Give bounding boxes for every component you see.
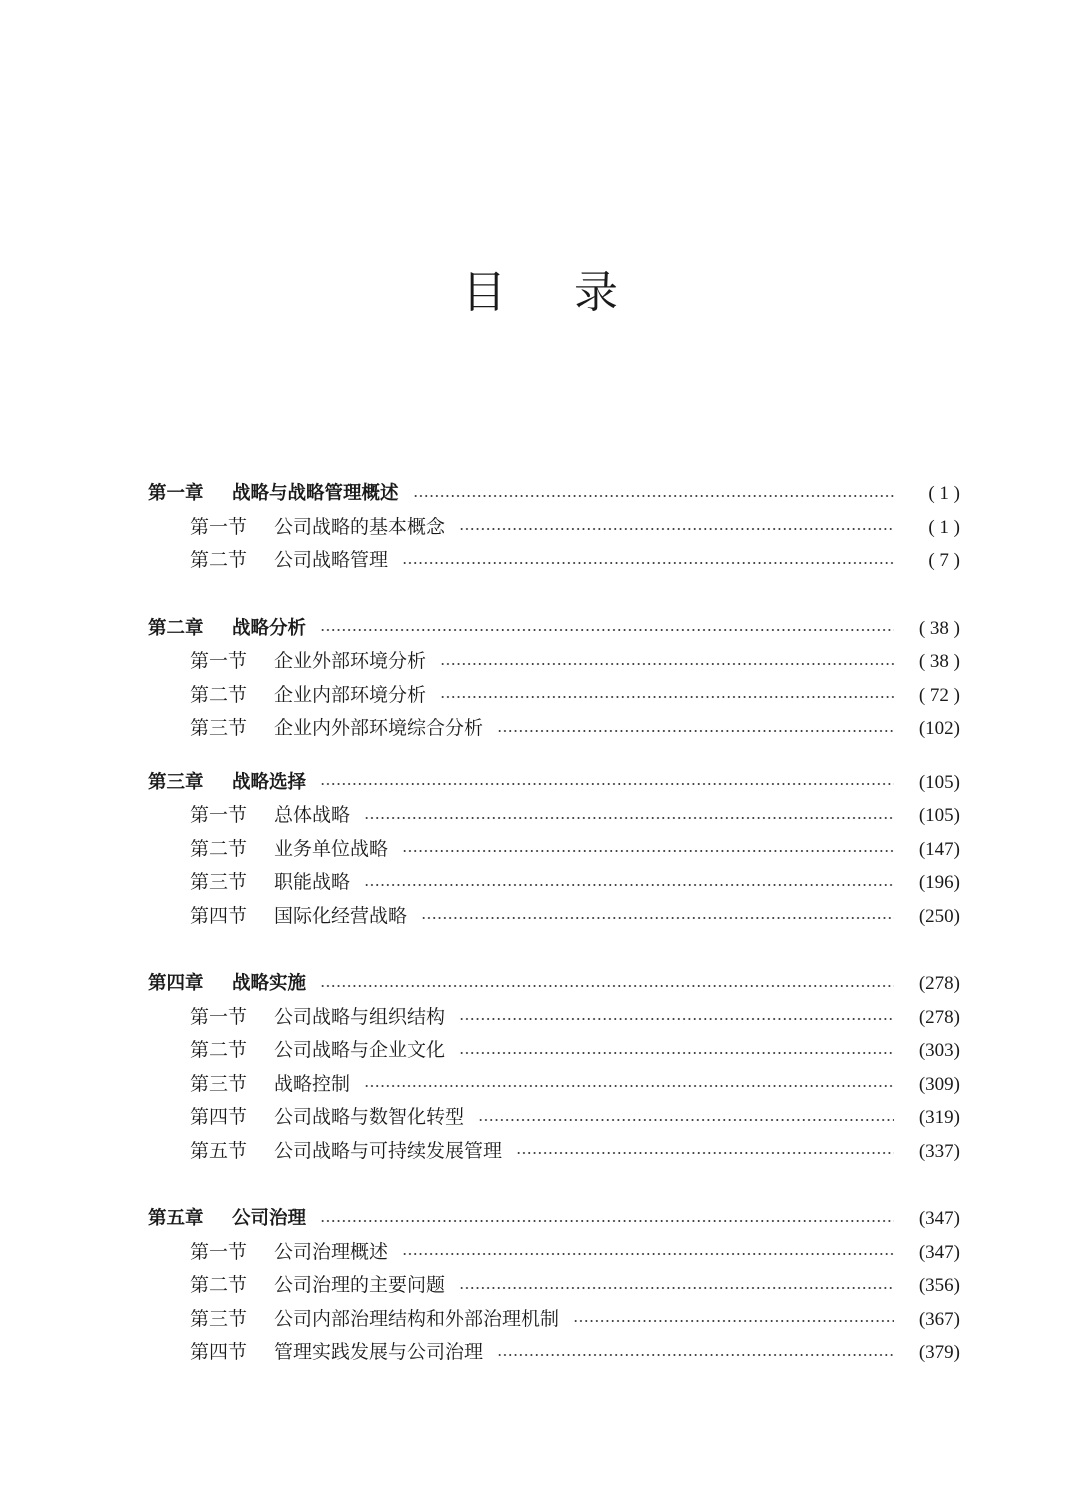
dot-leader xyxy=(320,1220,894,1222)
toc-section-entry-label: 第四节 xyxy=(190,1106,248,1128)
toc-section-entry-page-number: ( 38 ) xyxy=(918,651,960,672)
dot-leader xyxy=(459,1052,894,1054)
table-of-contents xyxy=(148,477,960,1370)
toc-section-entry-page-number: (347) xyxy=(918,1241,960,1263)
toc-chapter-entry-page-number: ( 1 ) xyxy=(928,483,960,504)
toc-section-entry-page-number: (105) xyxy=(918,805,960,826)
toc-chapter xyxy=(148,477,960,578)
toc-section-entry-page-number: (250) xyxy=(918,905,960,927)
toc-section-entry-title: 企业内外部环境综合分析 xyxy=(274,717,484,739)
dot-leader xyxy=(402,562,894,564)
dot-leader xyxy=(440,663,894,665)
toc-chapter-entry-page-number: (347) xyxy=(918,1208,960,1229)
toc-section-entry[interactable] xyxy=(148,1269,960,1303)
toc-section-entry-page-number: ( 7 ) xyxy=(928,550,960,571)
toc-section-entry-title: 公司战略与数智化转型 xyxy=(274,1106,465,1128)
dot-leader xyxy=(459,528,894,530)
toc-section-entry-title: 业务单位战略 xyxy=(274,837,389,860)
toc-section-entry-page-number: (319) xyxy=(918,1107,960,1128)
toc-section-entry[interactable] xyxy=(148,679,960,713)
toc-chapter-entry-title: 战略与战略管理概述 xyxy=(232,483,399,504)
toc-section-entry-page-number: (367) xyxy=(918,1308,960,1330)
toc-section-entry-label: 第四节 xyxy=(190,1341,248,1363)
toc-chapter-entry[interactable] xyxy=(148,967,960,1001)
dot-leader xyxy=(364,1085,894,1087)
toc-section-entry-title: 公司战略管理 xyxy=(274,549,389,571)
toc-chapter-entry-title: 战略分析 xyxy=(232,617,307,639)
dot-leader xyxy=(573,1320,894,1322)
toc-section-entry-title: 战略控制 xyxy=(274,1072,351,1095)
toc-section-entry-label: 第三节 xyxy=(190,1072,248,1095)
dot-leader xyxy=(320,985,894,987)
toc-chapter-entry[interactable] xyxy=(148,1202,960,1236)
toc-section-entry-title: 企业内部环境分析 xyxy=(274,683,427,706)
toc-section-entry-label: 第二节 xyxy=(190,549,248,571)
toc-chapter xyxy=(148,766,960,934)
dot-leader xyxy=(421,917,894,919)
toc-section-entry-title: 管理实践发展与公司治理 xyxy=(274,1341,484,1363)
toc-chapter xyxy=(148,612,960,746)
dot-leader xyxy=(440,696,894,698)
toc-section-entry[interactable] xyxy=(148,1336,960,1370)
toc-section-entry[interactable] xyxy=(148,1303,960,1337)
toc-section-entry-label: 第二节 xyxy=(190,683,248,706)
toc-chapter xyxy=(148,967,960,1168)
toc-section-entry-page-number: (337) xyxy=(918,1140,960,1162)
toc-section-entry-label: 第二节 xyxy=(190,1039,248,1061)
toc-section-entry-label: 第一节 xyxy=(190,650,248,672)
toc-section-entry-title: 总体战略 xyxy=(274,804,351,826)
dot-leader xyxy=(478,1119,894,1121)
page-title-char: 录 xyxy=(574,267,618,318)
toc-chapter-entry[interactable] xyxy=(148,766,960,800)
toc-section-entry-label: 第二节 xyxy=(190,1274,248,1296)
dot-leader xyxy=(402,850,894,852)
toc-chapter-entry[interactable] xyxy=(148,477,960,511)
toc-section-entry-page-number: (278) xyxy=(918,1006,960,1028)
dot-leader xyxy=(497,1354,894,1356)
toc-section-entry-label: 第三节 xyxy=(190,871,248,893)
toc-section-entry-title: 公司战略与组织结构 xyxy=(274,1005,446,1028)
toc-section-entry-page-number: (303) xyxy=(918,1040,960,1061)
toc-section-entry-label: 第一节 xyxy=(190,804,248,826)
toc-chapter-entry-label: 第四章 xyxy=(148,973,204,994)
toc-chapter-entry[interactable] xyxy=(148,612,960,646)
toc-section-entry[interactable] xyxy=(148,1236,960,1270)
dot-leader xyxy=(459,1018,894,1020)
toc-section-entry[interactable] xyxy=(148,1135,960,1169)
toc-chapter-entry-title: 战略实施 xyxy=(232,973,307,994)
toc-section-entry[interactable] xyxy=(148,1034,960,1068)
dot-leader xyxy=(364,817,894,819)
toc-section-entry-label: 第五节 xyxy=(190,1139,248,1162)
toc-section-entry-label: 第一节 xyxy=(190,1005,248,1028)
dot-leader xyxy=(459,1287,894,1289)
toc-section-entry-title: 企业外部环境分析 xyxy=(274,650,427,672)
toc-section-entry-label: 第四节 xyxy=(190,904,248,927)
toc-section-entry[interactable] xyxy=(148,1068,960,1102)
toc-chapter-entry-label: 第一章 xyxy=(148,483,204,504)
toc-section-entry-page-number: (102) xyxy=(918,718,960,739)
toc-section-entry[interactable] xyxy=(148,645,960,679)
toc-section-entry-title: 公司战略的基本概念 xyxy=(274,515,446,538)
toc-section-entry[interactable] xyxy=(148,1101,960,1135)
toc-section-entry-page-number: (356) xyxy=(918,1275,960,1296)
toc-section-entry[interactable] xyxy=(148,866,960,900)
toc-section-entry[interactable] xyxy=(148,544,960,578)
dot-leader xyxy=(320,783,894,785)
toc-section-entry-title: 公司治理概述 xyxy=(274,1240,389,1263)
toc-chapter-entry-page-number: (278) xyxy=(918,973,960,994)
toc-section-entry-label: 第一节 xyxy=(190,515,248,538)
toc-chapter xyxy=(148,1202,960,1370)
toc-section-entry-page-number: ( 72 ) xyxy=(918,684,960,706)
toc-section-entry-title: 公司内部治理结构和外部治理机制 xyxy=(274,1307,560,1330)
toc-section-entry-label: 第二节 xyxy=(190,837,248,860)
toc-chapter-entry-title: 公司治理 xyxy=(232,1208,307,1229)
toc-section-entry-label: 第三节 xyxy=(190,1307,248,1330)
dot-leader xyxy=(516,1152,894,1154)
dot-leader xyxy=(402,1253,894,1255)
toc-section-entry[interactable] xyxy=(148,1001,960,1035)
page-title-char: 目 xyxy=(462,267,506,318)
toc-chapter-entry-label: 第二章 xyxy=(148,617,204,639)
dot-leader xyxy=(364,884,894,886)
toc-section-entry-page-number: (379) xyxy=(918,1342,960,1363)
toc-section-entry-page-number: (196) xyxy=(918,872,960,893)
toc-section-entry[interactable] xyxy=(148,712,960,746)
toc-section-entry-page-number: ( 1 ) xyxy=(928,516,960,538)
dot-leader xyxy=(413,495,894,497)
page-title xyxy=(0,256,1080,320)
toc-chapter-entry-label: 第三章 xyxy=(148,771,204,793)
toc-section-entry-page-number: (147) xyxy=(918,838,960,860)
toc-section-entry[interactable] xyxy=(148,900,960,934)
toc-section-entry-title: 国际化经营战略 xyxy=(274,904,408,927)
toc-chapter-entry-label: 第五章 xyxy=(148,1208,204,1229)
toc-section-entry-label: 第一节 xyxy=(190,1240,248,1263)
toc-section-entry[interactable] xyxy=(148,799,960,833)
toc-chapter-entry-page-number: ( 38 ) xyxy=(918,617,960,639)
toc-section-entry[interactable] xyxy=(148,833,960,867)
toc-section-entry-title: 公司治理的主要问题 xyxy=(274,1274,446,1296)
toc-chapter-entry-page-number: (105) xyxy=(918,771,960,793)
toc-chapter-entry-title: 战略选择 xyxy=(232,771,307,793)
toc-section-entry-label: 第三节 xyxy=(190,717,248,739)
toc-section-entry-page-number: (309) xyxy=(918,1073,960,1095)
toc-section-entry-title: 职能战略 xyxy=(274,871,351,893)
dot-leader xyxy=(497,730,894,732)
toc-section-entry[interactable] xyxy=(148,511,960,545)
toc-section-entry-title: 公司战略与企业文化 xyxy=(274,1039,446,1061)
dot-leader xyxy=(320,629,894,631)
toc-section-entry-title: 公司战略与可持续发展管理 xyxy=(274,1139,503,1162)
